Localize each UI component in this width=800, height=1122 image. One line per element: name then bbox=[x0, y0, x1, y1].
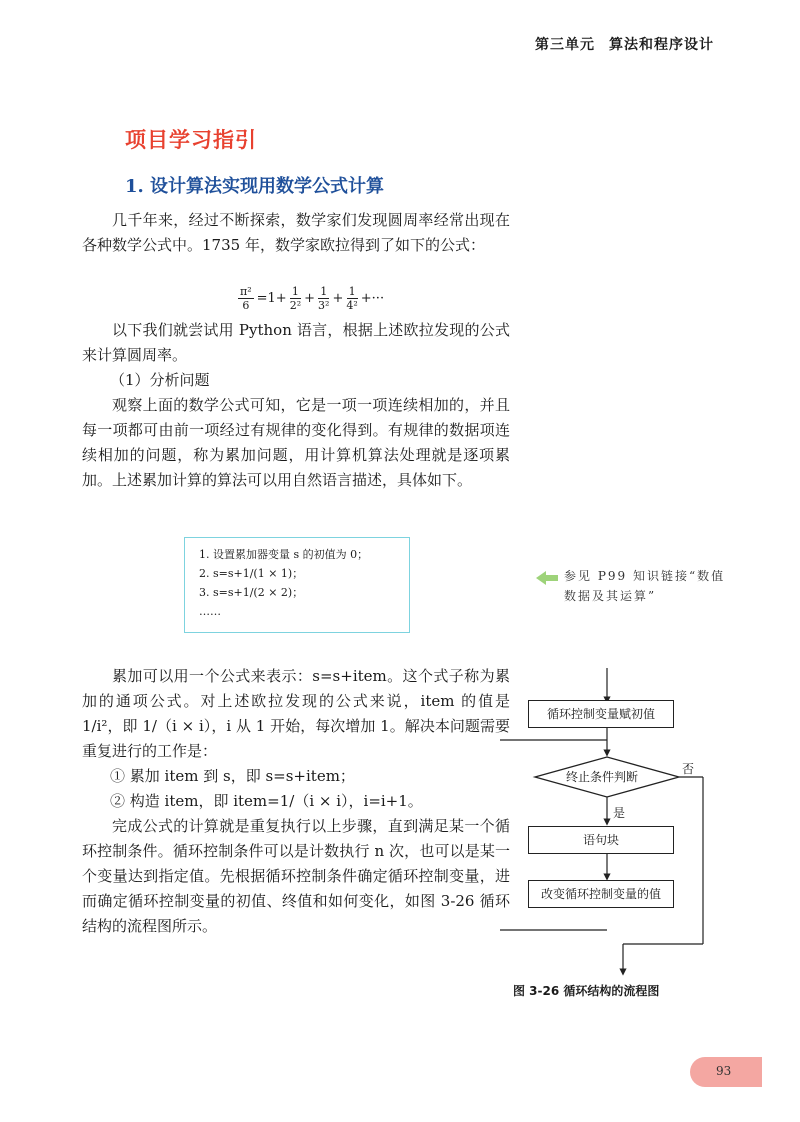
formula-paragraph: 累加可以用一个公式来表示：s=s+item。这个式子称为累加的通项公式。对上述欧拉发现的公式来说，item 的值是 1/i²，即 1/（i × i），i 从 1 开始，每次增加 1。解决本问题需要重复进行的工作是： bbox=[82, 667, 510, 760]
page-header bbox=[535, 34, 714, 54]
section-title: 项目学习指引 bbox=[125, 128, 257, 152]
formula-term-4: $\frac{1}{\text{4²}}$ bbox=[346, 284, 358, 312]
flow-init-box: 循环控制变量赋初值 bbox=[528, 700, 674, 728]
euler-formula: $\frac{\text{π²}}{6}$ =1+ $\frac{1}{\text{2²}}$ + $\frac{1}{\text{3²}}$ + $\frac{1}{\text{4²}}$ +··· bbox=[240, 284, 385, 312]
algorithm-line-1: 1. 设置累加器变量 s 的初值为 0； bbox=[199, 548, 369, 561]
loop-paragraph: 完成公式的计算就是重复执行以上步骤，直到满足某一个循环控制条件。循环控制条件可以是计数执行 n 次，也可以是某一个变量达到指定值。先根据循环控制条件确定循环控制变量，进而确定循环控制变量的初值、终值和如何变化，如图 3-26 循环结构的流程图所示。 bbox=[82, 817, 510, 935]
flow-update-box: 改变循环控制变量的值 bbox=[528, 880, 674, 908]
formula-eq: =1+ bbox=[256, 290, 287, 306]
formula-term-3: $\frac{1}{\text{3²}}$ bbox=[318, 284, 330, 312]
figure-caption: 图 3-26 循环结构的流程图 bbox=[513, 984, 660, 998]
step-heading: （1）分析问题 bbox=[110, 371, 210, 389]
header-topic: 算法和程序设计 bbox=[609, 37, 714, 53]
algorithm-box bbox=[184, 537, 410, 633]
subsection-title: 1. 设计算法实现用数学公式计算 bbox=[125, 176, 385, 197]
flow-yes-label: 是 bbox=[613, 806, 626, 820]
page-number: 93 bbox=[716, 1064, 732, 1078]
work-item-2: ② 构造 item，即 item=1/（i × i），i=i+1。 bbox=[110, 792, 423, 810]
analysis-paragraph: 观察上面的数学公式可知，它是一项一项连续相加的，并且每一项都可由前一项经过有规律的变化得到。有规律的数据项连续相加的问题，称为累加问题，用计算机算法处理就是逐项累加。上述累加计算的算法可以用自然语言描述，具体如下。 bbox=[82, 396, 510, 489]
flow-no-label: 否 bbox=[682, 762, 695, 776]
algorithm-line-4: …… bbox=[199, 605, 221, 618]
header-unit: 第三单元 bbox=[535, 37, 595, 53]
algorithm-line-2: 2. s=s+1/(1 × 1)； bbox=[199, 567, 304, 580]
formula-term-2: $\frac{1}{\text{2²}}$ bbox=[289, 284, 302, 312]
python-paragraph: 以下我们就尝试用 Python 语言，根据上述欧拉发现的公式来计算圆周率。 bbox=[82, 321, 510, 364]
flow-condition-label: 终止条件判断 bbox=[566, 770, 639, 784]
side-note-text: 参见 P99 知识链接“数值数据及其运算” bbox=[564, 569, 726, 603]
intro-paragraph: 几千年来，经过不断探索，数学家们发现圆周率经常出现在各种数学公式中。1735 年，数学家欧拉得到了如下的公式： bbox=[82, 211, 510, 254]
arrow-left-icon bbox=[536, 571, 546, 585]
work-item-1: ① 累加 item 到 s，即 s=s+item； bbox=[110, 767, 355, 785]
side-note bbox=[536, 566, 726, 606]
formula-lhs: $\frac{\text{π²}}{6}$ bbox=[240, 284, 252, 312]
algorithm-line-3: 3. s=s+1/(2 × 2)； bbox=[199, 586, 304, 599]
flow-block-box: 语句块 bbox=[528, 826, 674, 854]
formula-tail: +··· bbox=[360, 290, 385, 306]
